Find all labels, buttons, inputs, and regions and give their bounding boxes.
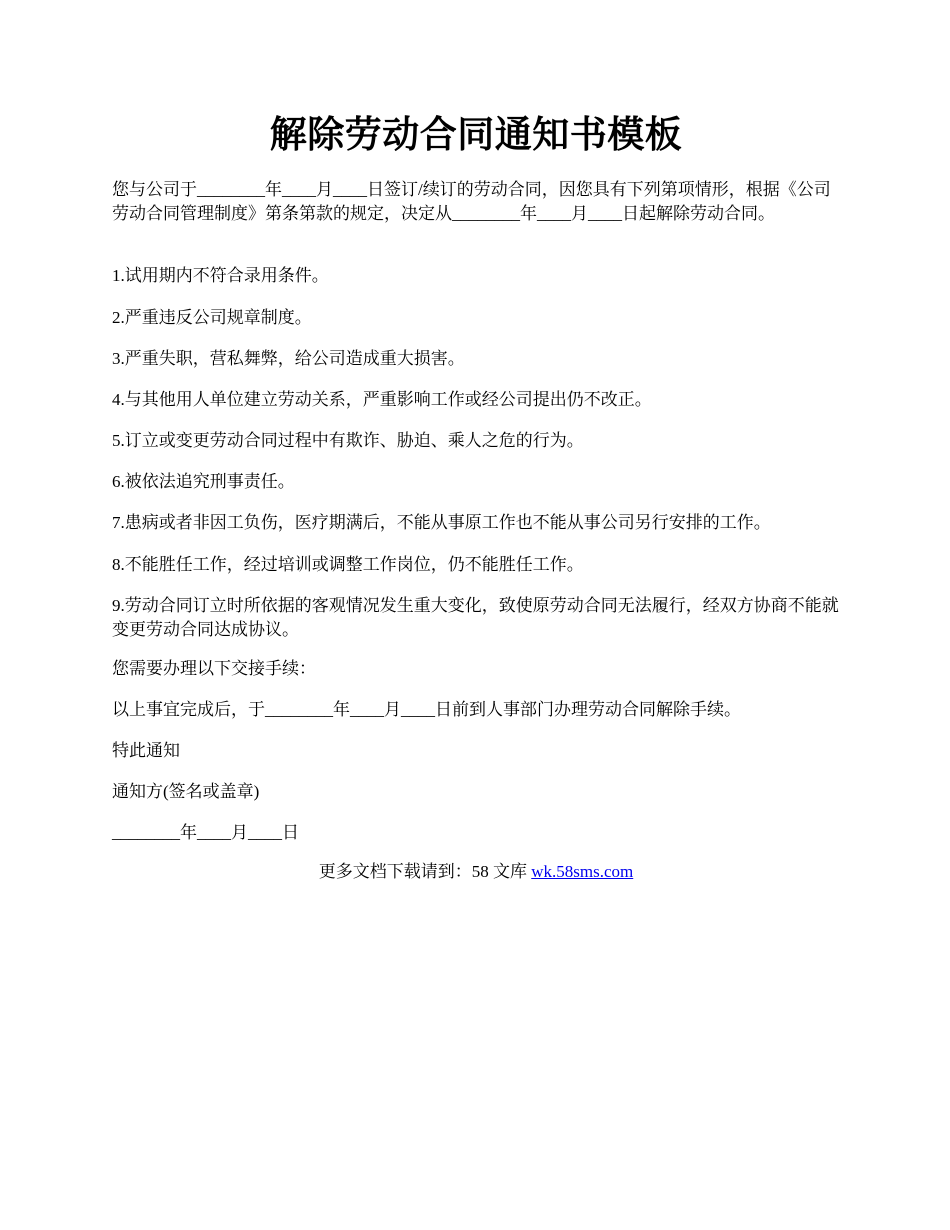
- list-item: 5.订立或变更劳动合同过程中有欺诈、胁迫、乘人之危的行为。: [112, 431, 584, 450]
- footer-text: 更多文档下载请到：58 文库: [318, 862, 532, 881]
- list-item: 4.与其他用人单位建立劳动关系，严重影响工作或经公司提出仍不改正。: [112, 390, 652, 409]
- intro-paragraph: 您与公司于________年____月____日签订/续订的劳动合同，因您具有下列第项情形，根据《公司劳动合同管理制度》第条第款的规定，决定从________年____月____日起解除劳动合同。: [112, 180, 831, 223]
- date-line: ________年____月____日: [112, 823, 299, 842]
- list-item: 2.严重违反公司规章制度。: [112, 308, 312, 327]
- list-item: 8.不能胜任工作，经过培训或调整工作岗位，仍不能胜任工作。: [112, 555, 584, 574]
- signer-line: 通知方(签名或盖章): [112, 782, 260, 801]
- document-title: 解除劳动合同通知书模板: [269, 115, 683, 156]
- footer: [112, 860, 840, 884]
- list-item: 3.严重失职，营私舞弊，给公司造成重大损害。: [112, 349, 465, 368]
- handover-line: 您需要办理以下交接手续：: [112, 659, 316, 678]
- deadline-line: 以上事宜完成后，于________年____月____日前到人事部门办理劳动合同解除手续。: [112, 700, 741, 719]
- footer-link[interactable]: wk.58sms.com: [531, 862, 634, 881]
- list-item: 6.被依法追究刑事责任。: [112, 472, 295, 491]
- list-item: 1.试用期内不符合录用条件。: [112, 266, 329, 285]
- notice-line: 特此通知: [112, 741, 180, 760]
- list-item: 9.劳动合同订立时所依据的客观情况发生重大变化，致使原劳动合同无法履行，经双方协商不能就变更劳动合同达成协议。: [112, 596, 839, 639]
- list-item: 7.患病或者非因工负伤，医疗期满后，不能从事原工作也不能从事公司另行安排的工作。: [112, 513, 771, 532]
